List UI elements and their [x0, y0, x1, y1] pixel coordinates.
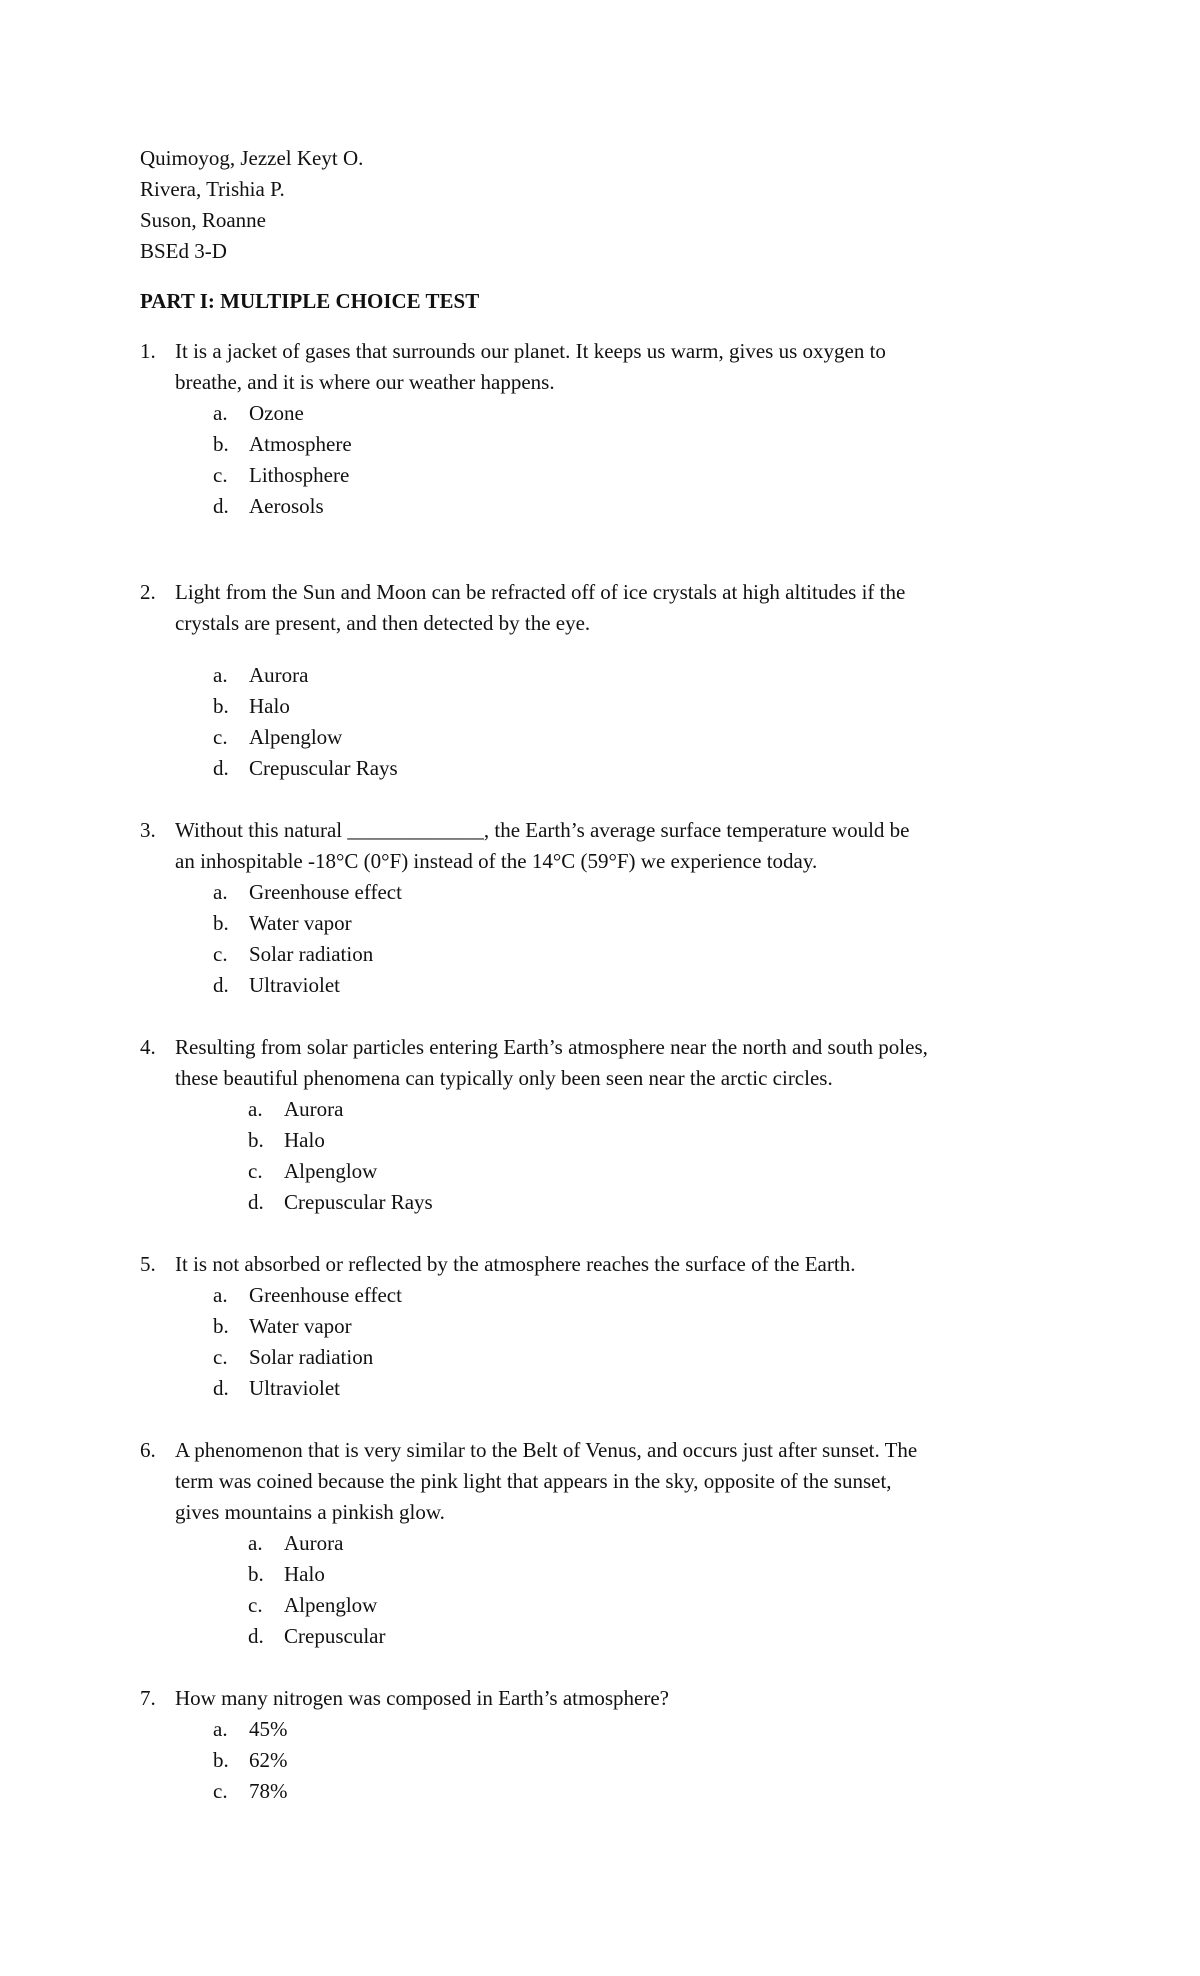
option-text: Solar radiation [249, 1345, 374, 1369]
option-text: Ultraviolet [249, 973, 340, 997]
option-text: Aerosols [249, 494, 324, 518]
question-number: 4. [140, 1035, 156, 1059]
option-text: Alpenglow [249, 725, 343, 749]
question-text-line: It is not absorbed or reflected by the atmosphere reaches the surface of the Earth. [175, 1252, 856, 1276]
option-letter: b. [213, 911, 229, 935]
question-4 [140, 1032, 1075, 1094]
option-letter: d. [248, 1190, 264, 1214]
option-letter: b. [213, 1314, 229, 1338]
question-number: 2. [140, 580, 156, 604]
option-letter: b. [248, 1128, 264, 1152]
option-text: Alpenglow [284, 1159, 378, 1183]
option-text: Water vapor [249, 911, 352, 935]
option-letter: d. [248, 1624, 264, 1648]
option-letter: a. [213, 1283, 228, 1307]
question-7 [140, 1683, 1075, 1714]
option-text: Greenhouse effect [249, 1283, 402, 1307]
option-letter: d. [213, 973, 229, 997]
question-text-line: these beautiful phenomena can typically only been seen near the arctic circles. [175, 1066, 833, 1090]
option-text: Aurora [284, 1097, 344, 1121]
option-text: Aurora [249, 663, 309, 687]
option-text: Halo [284, 1562, 325, 1586]
option-text: Halo [284, 1128, 325, 1152]
option-text: Greenhouse effect [249, 880, 402, 904]
option-text: Atmosphere [249, 432, 352, 456]
question-text-line: an inhospitable -18°C (0°F) instead of the 14°C (59°F) we experience today. [175, 849, 818, 873]
author-name: Quimoyog, Jezzel Keyt O. [140, 146, 364, 170]
option-letter: a. [248, 1097, 263, 1121]
option-text: Ultraviolet [249, 1376, 340, 1400]
question-text-line: term was coined because the pink light that appears in the sky, opposite of the sunset, [175, 1469, 892, 1493]
question-2 [140, 577, 1075, 639]
question-number: 7. [140, 1686, 156, 1710]
option-text: 62% [249, 1748, 288, 1772]
question-text-line: gives mountains a pinkish glow. [175, 1500, 445, 1524]
option-letter: a. [213, 880, 228, 904]
option-letter: b. [248, 1562, 264, 1586]
question-5 [140, 1249, 1075, 1280]
question-text-line: How many nitrogen was composed in Earth’s atmosphere? [175, 1686, 669, 1710]
section-label: BSEd 3-D [140, 239, 227, 263]
option-text: 45% [249, 1717, 288, 1741]
question-number: 1. [140, 339, 156, 363]
option-letter: b. [213, 1748, 229, 1772]
question-3 [140, 815, 1075, 877]
option-text: Crepuscular Rays [284, 1190, 433, 1214]
option-letter: d. [213, 756, 229, 780]
option-letter: b. [213, 694, 229, 718]
author-name: Suson, Roanne [140, 208, 266, 232]
option-letter: b. [213, 432, 229, 456]
option-text: Crepuscular [284, 1624, 386, 1648]
option-text: Crepuscular Rays [249, 756, 398, 780]
option-letter: c. [213, 463, 228, 487]
question-number: 3. [140, 818, 156, 842]
option-letter: a. [213, 663, 228, 687]
option-letter: d. [213, 1376, 229, 1400]
question-number: 6. [140, 1438, 156, 1462]
option-letter: a. [248, 1531, 263, 1555]
option-text: Water vapor [249, 1314, 352, 1338]
option-letter: c. [213, 725, 228, 749]
question-number: 5. [140, 1252, 156, 1276]
option-letter: c. [248, 1593, 263, 1617]
option-letter: a. [213, 401, 228, 425]
question-text-line: Resulting from solar particles entering Earth’s atmosphere near the north and south poles, [175, 1035, 928, 1059]
question-text-line: Without this natural _____________, the Earth’s average surface temperature would be [175, 818, 910, 842]
question-text-line: Light from the Sun and Moon can be refracted off of ice crystals at high altitudes if the [175, 580, 906, 604]
option-text: Alpenglow [284, 1593, 378, 1617]
option-letter: d. [213, 494, 229, 518]
option-letter: c. [248, 1159, 263, 1183]
option-text: Halo [249, 694, 290, 718]
question-1 [140, 336, 1075, 398]
question-text-line: crystals are present, and then detected by the eye. [175, 611, 591, 635]
author-name: Rivera, Trishia P. [140, 177, 285, 201]
question-text-line: breathe, and it is where our weather happens. [175, 370, 555, 394]
option-letter: a. [213, 1717, 228, 1741]
option-letter: c. [213, 1345, 228, 1369]
option-text: Ozone [249, 401, 304, 425]
question-text-line: It is a jacket of gases that surrounds our planet. It keeps us warm, gives us oxygen to [175, 339, 886, 363]
option-text: Solar radiation [249, 942, 374, 966]
option-text: Lithosphere [249, 463, 350, 487]
option-letter: c. [213, 1779, 228, 1803]
option-text: Aurora [284, 1531, 344, 1555]
question-6 [140, 1435, 1075, 1528]
option-letter: c. [213, 942, 228, 966]
question-text-line: A phenomenon that is very similar to the Belt of Venus, and occurs just after sunset. The [175, 1438, 918, 1462]
part-heading: PART I: MULTIPLE CHOICE TEST [140, 289, 480, 313]
option-text: 78% [249, 1779, 288, 1803]
